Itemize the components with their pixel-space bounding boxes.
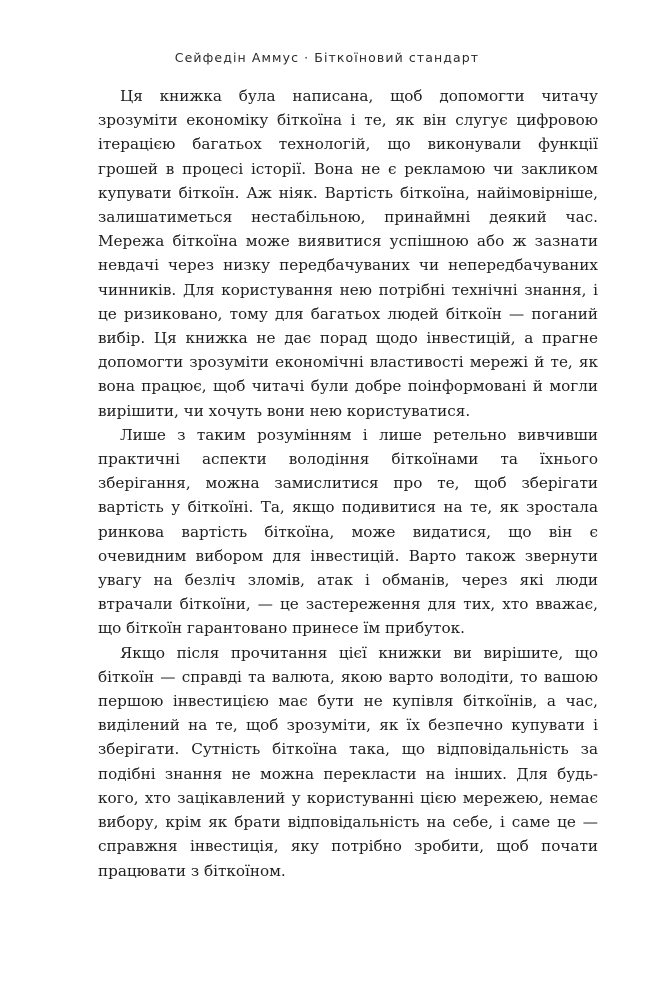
paragraph-1: Ця книжка була написана, щоб допомогти читачу зрозуміти економіку біткоїна і те, як він слугує цифровою ітерацією багатьох технологій, що виконували функції грошей в процесі історії. Вона не є рекламою чи закликом купувати біткоїн. Аж ніяк. Вартість біткоїна, найімовірніше, залишатиметься нестабільною, принаймні деякий час. Мережа біткоїна може виявитися успішною або ж зазнати невдачі через низку передбачуваних чи непередбачуваних чинників. Для користування нею потрібні технічні знання, і це ризиковано, тому для багатьох людей біткоїн — поганий вибір. Ця книжка не дає порад щодо інвестицій, а прагне допомогти зрозуміти економічні властивості мережі й те, як вона працює, щоб читачі були добре поінформовані й могли вирішити, чи хочуть вони нею користуватися. — [98, 87, 598, 420]
running-header: Сейфедін Аммус · Біткоїновий стандарт — [174, 50, 480, 65]
paragraph-3: Якщо після прочитання цієї книжки ви вирішите, що біткоїн — справді та валюта, якою варто володіти, то вашою першою інвестицією має бути не купівля біткоїнів, а час, виділений на те, щоб зрозуміти, як їх безпечно купувати і зберігати. Сутність біткоїна така, що відповідальність за подібні знання не можна перекласти на інших. Для будь-кого, хто зацікавлений у користуванні цією мережею, немає вибору, крім як брати відповідальність на себе, і саме це — справжня інвестиція, яку потрібно зробити, щоб почати працювати з біткоїном. — [98, 643, 598, 880]
body-text — [98, 84, 598, 883]
paragraph-2: Лише з таким розумінням і лише ретельно вивчивши практичні аспекти володіння біткоїнами та їхнього зберігання, можна замислитися про те, щоб зберігати вартість у біткоїні. Та, якщо подивитися на те, як зростала ринкова вартість біткоїна, може видатися, що він є очевидним вибором для інвестицій. Варто також звернути увагу на безліч зломів, атак і обманів, через які люди втрачали біткоїни, — це застереження для тих, хто вважає, що біткоїн гарантовано принесе їм прибуток. — [98, 425, 598, 638]
